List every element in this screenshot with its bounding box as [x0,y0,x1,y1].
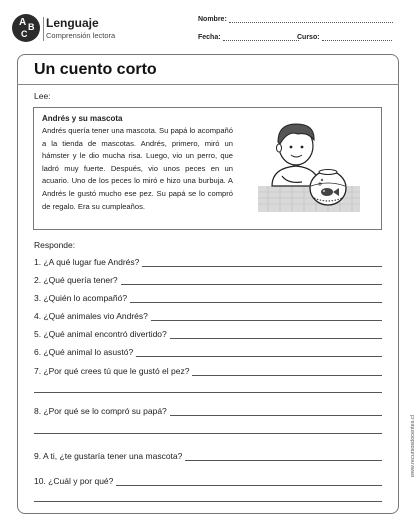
worksheet-header [0,0,416,50]
logo-letter-b: B [28,22,35,32]
question-7 [34,366,382,376]
answer-1-line[interactable] [142,260,382,267]
answer-7-extra-line[interactable] [34,392,382,393]
question-9-text: 9. A ti, ¿te gustaría tener una mascota? [34,451,183,461]
name-field[interactable] [198,15,393,23]
question-7-text: 7. ¿Por qué crees tú que le gustó el pez? [34,366,190,376]
answer-6-line[interactable] [136,350,382,357]
title-divider [17,84,399,85]
question-8 [34,406,382,416]
question-3-text: 3. ¿Quién lo acompañó? [34,293,128,303]
answer-10-extra-line[interactable] [34,501,382,502]
question-6-text: 6. ¿Qué animal lo asustó? [34,347,134,357]
site-watermark: www.recursosdocentes.cl [410,415,416,478]
date-label: Fecha: [198,34,221,41]
question-9 [34,451,382,461]
question-2-text: 2. ¿Qué quería tener? [34,275,118,285]
name-blank[interactable] [229,15,393,23]
name-label: Nombre: [198,16,227,23]
subject-subtitle: Comprensión lectora [46,31,116,40]
question-4 [34,311,382,321]
answer-8-extra-line[interactable] [34,433,382,434]
course-blank[interactable] [322,33,392,41]
question-5-text: 5. ¿Qué animal encontró divertido? [34,329,167,339]
logo-letter-a: A [19,17,27,28]
question-5 [34,329,382,339]
answer-3-line[interactable] [130,296,382,303]
story-title: Andrés y su mascota [42,114,123,123]
logo-letter-c: C [21,29,28,39]
date-field[interactable] [198,33,299,41]
date-blank[interactable] [223,33,299,41]
worksheet-title: Un cuento corto [34,61,157,78]
question-2 [34,275,382,285]
answer-8-line[interactable] [170,409,382,416]
subject-title: Lenguaje [46,16,99,30]
course-field[interactable] [297,33,392,41]
boy-with-fishbowl-illustration [258,118,360,214]
question-10-text: 10. ¿Cuál y por qué? [34,476,114,486]
question-6 [34,347,382,357]
question-4-text: 4. ¿Qué animales vio Andrés? [34,311,148,321]
question-8-text: 8. ¿Por qué se lo compró su papá? [34,406,167,416]
respond-label: Responde: [34,240,76,250]
read-instruction: Lee: [34,91,51,101]
abc-logo [12,14,40,42]
course-label: Curso: [297,34,320,41]
story-text: Andrés quería tener una mascota. Su papá lo acompañó a la tienda de mascotas. Andrés, primero, miró un hámster y le dio mucha risa. Luego, vio un perro, que ladró muy fuerte. Después, vio unos peces en un acuario. Uno de los peces lo miró e hizo una burbuja. A Andrés le gustó mucho ese pez. Su papá se lo compró de regalo. Era su cumpleaños. [42,126,233,211]
question-1-text: 1. ¿A qué lugar fue Andrés? [34,257,140,267]
header-divider [43,17,44,41]
question-10 [34,476,382,486]
answer-2-line[interactable] [121,278,382,285]
answer-10-line[interactable] [116,479,382,486]
answer-7-line[interactable] [192,369,382,376]
answer-9-line[interactable] [185,454,382,461]
answer-5-line[interactable] [170,332,382,339]
answer-4-line[interactable] [151,314,382,321]
question-1 [34,257,382,267]
question-3 [34,293,382,303]
